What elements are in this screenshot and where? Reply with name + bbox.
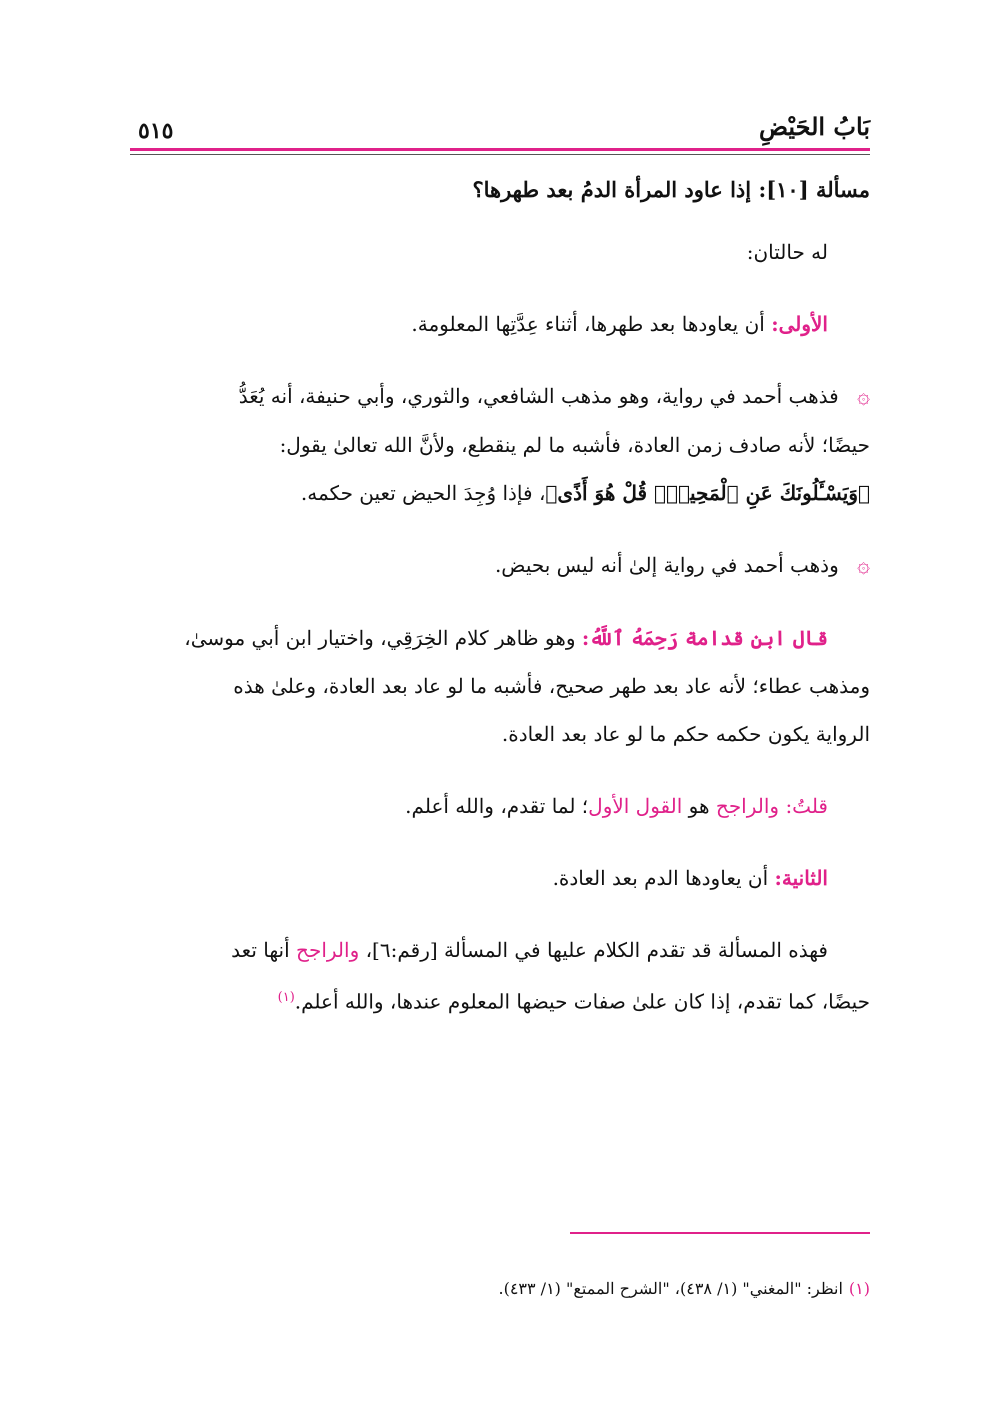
view2-text: وذهب أحمد في رواية إلىٰ أنه ليس بحيض.: [494, 553, 846, 577]
ibn-qudama-label: قال ابن قدامة رَحِمَهُ ٱللَّهُ:: [581, 626, 828, 650]
view1-line2: حيضًا؛ لأنه صادف زمن العادة، فأشبه ما لم ينقطع، ولأنَّ الله تعالىٰ يقول:: [279, 433, 870, 457]
first-case: [130, 300, 870, 348]
view2-line: [130, 541, 870, 590]
closing-line1-start: فهذه المسألة قد تقدم الكلام عليها في المسألة [رقم:٦]،: [359, 938, 828, 962]
view1-line3-rest: ، فإذا وُجِدَ الحيض تعين حكمه.: [300, 481, 546, 505]
second-case-text: أن يعاودها الدم بعد العادة.: [552, 866, 775, 890]
main-content: [130, 168, 870, 1050]
second-case-label: الثانية:: [774, 866, 828, 890]
closing-line1: [130, 926, 870, 974]
closing-line2: [130, 974, 870, 1026]
quran-verse: ﴿وَيَسْـَٔلُونَكَ عَنِ ٱلْمَحِيضِۖ قُلْ هُوَ أَذًى﴾: [545, 481, 870, 505]
flower-bullet-icon: ۞: [857, 384, 870, 409]
closing-highlight: والراجح: [296, 938, 360, 962]
first-case-label: الأولى:: [771, 312, 828, 336]
page-header: [130, 112, 870, 152]
question-text: إذا عاود المرأة الدمُ بعد طهرها؟: [472, 177, 759, 202]
view1-line1: [130, 372, 870, 421]
ibn-qudama-line1: [130, 614, 870, 662]
opinion-rest: ؛ لما تقدم، والله أعلم.: [405, 794, 589, 818]
ibn-qudama-line1-text: وهو ظاهر كلام الخِرَقِي، واختيار ابن أبي موسىٰ،: [184, 626, 582, 650]
page: [130, 0, 870, 1418]
header-rule-pink: [130, 148, 870, 151]
opinion-highlight: القول الأول: [588, 794, 683, 818]
flower-bullet-icon: ۞: [857, 553, 870, 578]
ibn-qudama-line3: الرواية يكون حكمه حكم ما لو عاد بعد العادة.: [501, 722, 870, 746]
footnote: [130, 1276, 870, 1302]
footnote-rule: [570, 1232, 870, 1234]
footnote-text: انظر: "المغني" (١/ ٤٣٨)، "الشرح الممتع" (١/ ٤٣٣).: [498, 1279, 843, 1298]
ibn-qudama-line2: ومذهب عطاء؛ لأنه عاد بعد طهر صحيح، فأشبه ما لو عاد بعد العادة، وعلىٰ هذه: [233, 674, 870, 698]
view1-line3: [130, 469, 870, 517]
first-case-text: أن يعاودها بعد طهرها، أثناء عِدَّتِها المعلومة.: [411, 312, 772, 336]
footnote-reference[interactable]: (١): [277, 990, 295, 1005]
header-rule-dark: [130, 154, 870, 155]
view1-paragraph: [130, 372, 870, 517]
chapter-title: بَابُ الحَيْضِ: [758, 112, 870, 141]
opinion-middle: هو: [682, 794, 716, 818]
second-case: [130, 854, 870, 902]
intro-line: له حالتان:: [746, 240, 828, 264]
opinion-line: [130, 782, 870, 830]
question-label: مسألة [١٠]:: [758, 177, 870, 202]
page-number: ٥١٥: [138, 118, 174, 144]
ibn-qudama-paragraph: [130, 614, 870, 758]
closing-paragraph: [130, 926, 870, 1026]
closing-line2-text: حيضًا، كما تقدم، إذا كان علىٰ صفات حيضها المعلوم عندها، والله أعلم.: [294, 989, 870, 1014]
opinion-label: قلتُ: والراجح: [715, 794, 828, 818]
closing-line1-end: أنها تعد: [231, 938, 297, 962]
question-heading: [130, 168, 870, 212]
footnote-number: (١): [848, 1279, 870, 1298]
view1-line1-text: فذهب أحمد في رواية، وهو مذهب الشافعي، والثوري، وأبي حنيفة، أنه يُعَدُّ: [238, 384, 846, 408]
